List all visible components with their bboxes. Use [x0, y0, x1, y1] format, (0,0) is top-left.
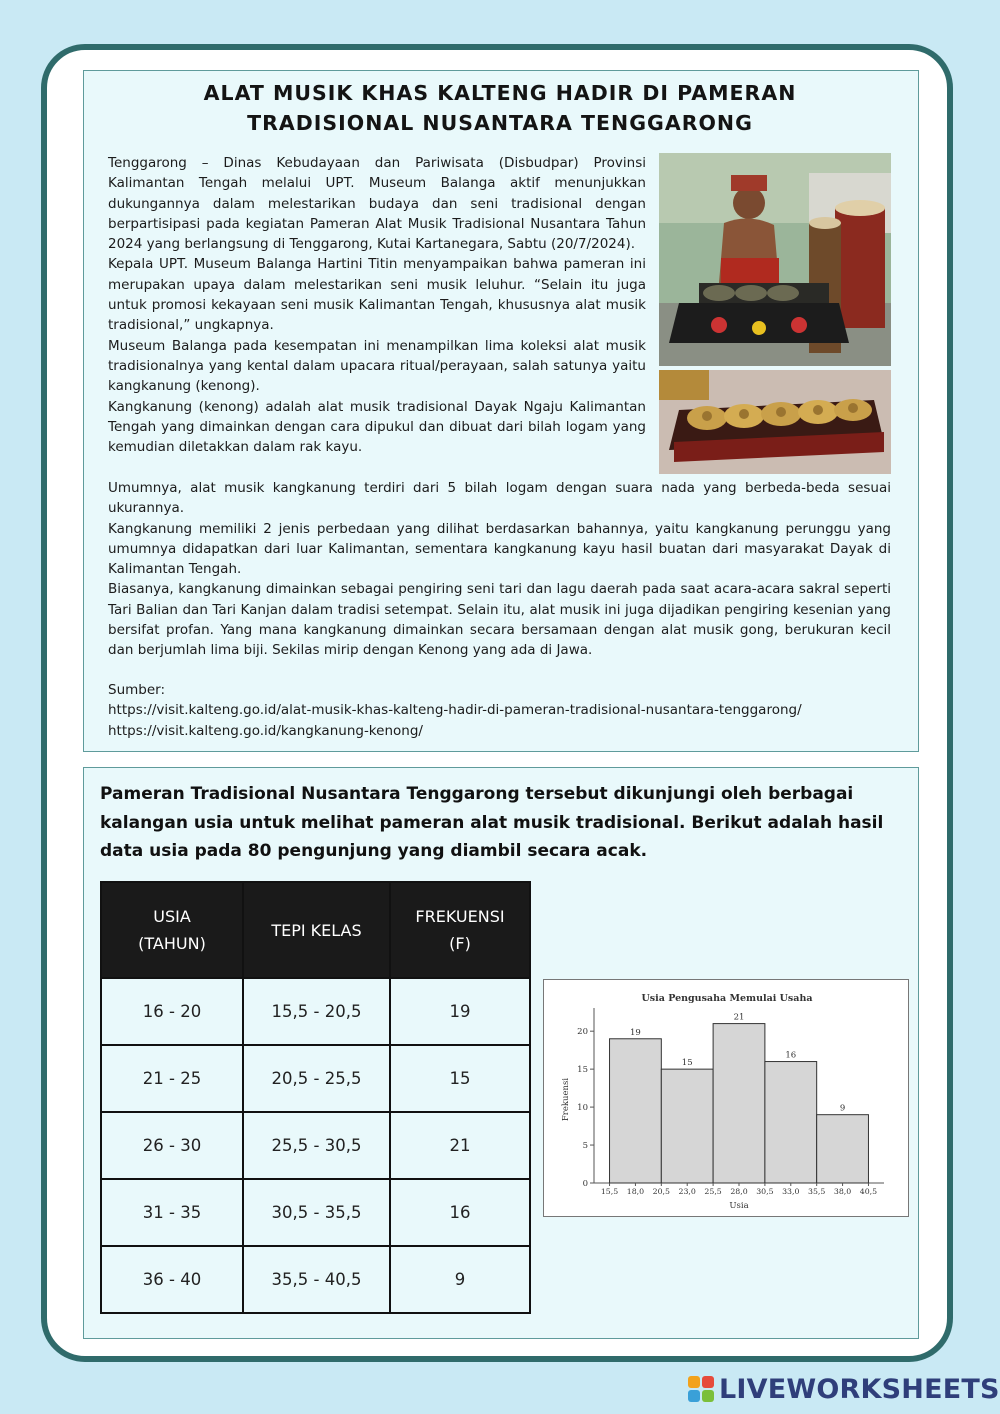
paragraph-1: Tenggarong – Dinas Kebudayaan dan Pariwisata (Disbudpar) Provinsi Kalimantan Tengah melalui UPT. Museum Balanga aktif menunjukkan dukungannya dalam melestarikan budaya dan seni tradisional dengan berpartisipasi pada kegiatan Pameran Alat Musik Tradisional Nusantara Tahun 2024 yang berlangsung di Tenggarong, Kutai Kartanegara, Sabtu (20/7/2024).: [108, 155, 646, 253]
header-usia: [101, 882, 243, 978]
paragraph-7: Biasanya, kangkanung dimainkan sebagai pengiring seni tari dan lagu daerah pada saat acara-acara sakral seperti Tari Balian dan Tari Kanjan dalam tradisi setempat. Selain itu, alat musik ini juga dijadikan pengiring kesenian yang bersifat profan. Yang mana kangkanung dimainkan secara bersamaan dengan alat musik gong, berukuran kecil dan berjumlah lima biji. Sekilas mirip dengan Kenong yang ada di Jawa.: [108, 581, 891, 659]
musician-photo: [659, 153, 891, 366]
cell-usia: 16 - 20: [101, 978, 243, 1045]
cell-tepi: 20,5 - 25,5: [243, 1045, 390, 1112]
table-row: [101, 1246, 530, 1313]
histogram-chart: [543, 979, 909, 1217]
x-tick-label: 25,5: [704, 1187, 722, 1196]
histogram-bar: [610, 1039, 662, 1183]
bar-value-label: 15: [681, 1058, 693, 1069]
x-tick-label: 38,0: [833, 1187, 852, 1196]
cell-usia: 26 - 30: [101, 1112, 243, 1179]
paragraph-5: Umumnya, alat musik kangkanung terdiri dari 5 bilah logam dengan suara nada yang berbeda-beda sesuai ukurannya.: [108, 480, 891, 517]
histogram-svg: [544, 980, 910, 1218]
header-frekuensi: [390, 882, 530, 978]
header-tepi-kelas: [243, 882, 390, 978]
liveworksheets-brand: [688, 1373, 1000, 1405]
y-tick-label: 0: [582, 1179, 588, 1189]
kangkanung-photo: [659, 370, 891, 474]
x-tick-label: 15,5: [600, 1187, 619, 1196]
table-row: [101, 1112, 530, 1179]
y-tick-label: 10: [577, 1103, 588, 1114]
table-header-row: [101, 882, 530, 978]
cell-frekuensi: 16: [390, 1179, 530, 1246]
article-title: [110, 78, 890, 138]
y-tick-label: 5: [582, 1141, 588, 1152]
title-line-2: TRADISIONAL NUSANTARA TENGGARONG: [247, 111, 753, 135]
header-tepi-line1: TEPI KELAS: [271, 920, 362, 940]
frequency-table: [100, 881, 531, 1314]
y-tick-label: 15: [577, 1065, 588, 1076]
cell-frekuensi: 15: [390, 1045, 530, 1112]
paragraph-4: Kangkanung (kenong) adalah alat musik tradisional Dayak Ngaju Kalimantan Tengah yang dimainkan dengan cara dipukul dan dibuat dari bilah logam yang kemudian diletakkan dalam rak kayu.: [108, 398, 646, 456]
bar-value-label: 21: [733, 1012, 745, 1023]
liveworksheets-logo-icon: [688, 1376, 716, 1402]
article-full-column: [108, 478, 891, 661]
cell-tepi: 15,5 - 20,5: [243, 978, 390, 1045]
paragraph-3: Museum Balanga pada kesempatan ini menampilkan lima koleksi alat musik tradisionalnya yang kental dalam upacara ritual/perayaan, salah satunya yaitu kangkanung (kenong).: [108, 337, 646, 395]
source-link-2: https://visit.kalteng.go.id/kangkanung-kenong/: [108, 722, 423, 739]
bar-value-label: 9: [839, 1103, 846, 1114]
header-frek-line2: (F): [449, 934, 471, 953]
histogram-bar: [713, 1024, 765, 1183]
title-line-1: ALAT MUSIK KHAS KALTENG HADIR DI PAMERAN: [203, 81, 797, 105]
table-row: [101, 978, 530, 1045]
header-usia-line1: USIA: [153, 907, 191, 926]
chart-title: Usia Pengusaha Memulai Usaha: [641, 993, 813, 1004]
x-tick-label: 28,0: [730, 1187, 748, 1196]
cell-usia: 21 - 25: [101, 1045, 243, 1112]
article-left-column: [108, 153, 646, 457]
header-usia-line2: (TAHUN): [138, 934, 206, 953]
bar-value-label: 19: [630, 1027, 641, 1038]
paragraph-6: Kangkanung memiliki 2 jenis perbedaan yang dilihat berdasarkan bahannya, yaitu kangkanung perunggu yang umumnya didapatkan dari luar Kalimantan, sementara kangkanung kayu hasil buatan dari masyarakat Dayak di Kalimantan Tengah.: [108, 520, 891, 578]
cell-tepi: 25,5 - 30,5: [243, 1112, 390, 1179]
y-tick-label: 20: [577, 1027, 588, 1038]
cell-tepi: 30,5 - 35,5: [243, 1179, 390, 1246]
source-label: Sumber:: [108, 682, 166, 698]
sources: [108, 680, 891, 741]
histogram-bar: [765, 1062, 817, 1183]
table-row: [101, 1179, 530, 1246]
x-tick-label: 20,5: [652, 1187, 671, 1196]
cell-usia: 31 - 35: [101, 1179, 243, 1246]
x-tick-label: 33,0: [782, 1187, 800, 1196]
x-tick-label: 23,0: [678, 1187, 696, 1196]
x-tick-label: 40,5: [859, 1187, 878, 1196]
cell-frekuensi: 9: [390, 1246, 530, 1313]
cell-frekuensi: 21: [390, 1112, 530, 1179]
histogram-bar: [817, 1115, 869, 1183]
cell-usia: 36 - 40: [101, 1246, 243, 1313]
cell-frekuensi: 19: [390, 978, 530, 1045]
question-intro: Pameran Tradisional Nusantara Tenggarong tersebut dikunjungi oleh berbagai kalangan usia untuk melihat pameran alat musik tradisional. Berikut adalah hasil data usia pada 80 pengunjung yang diambil secara acak.: [100, 784, 884, 861]
paragraph-2: Kepala UPT. Museum Balanga Hartini Titin menyampaikan bahwa pameran ini merupakan upaya dalam melestarikan seni musik leluhur. “Selain itu juga untuk promosi kekayaan seni musik Kalimantan Tengah, khususnya alat musik tradisional,” ungkapnya.: [108, 256, 646, 334]
cell-tepi: 35,5 - 40,5: [243, 1246, 390, 1313]
x-axis-label: Usia: [729, 1201, 749, 1211]
header-frek-line1: FREKUENSI: [415, 907, 505, 926]
source-link-1: https://visit.kalteng.go.id/alat-musik-khas-kalteng-hadir-di-pameran-tradisional-nusantara-tenggarong/: [108, 702, 802, 719]
y-axis-label: Frekuensi: [561, 1077, 571, 1122]
x-tick-label: 35,5: [807, 1187, 826, 1196]
brand-name: LIVEWORKSHEETS: [719, 1373, 1000, 1405]
x-tick-label: 30,5: [756, 1187, 774, 1196]
table-row: [101, 1045, 530, 1112]
bar-value-label: 16: [785, 1050, 797, 1061]
x-tick-label: 18,0: [626, 1187, 645, 1196]
histogram-bar: [661, 1069, 713, 1183]
